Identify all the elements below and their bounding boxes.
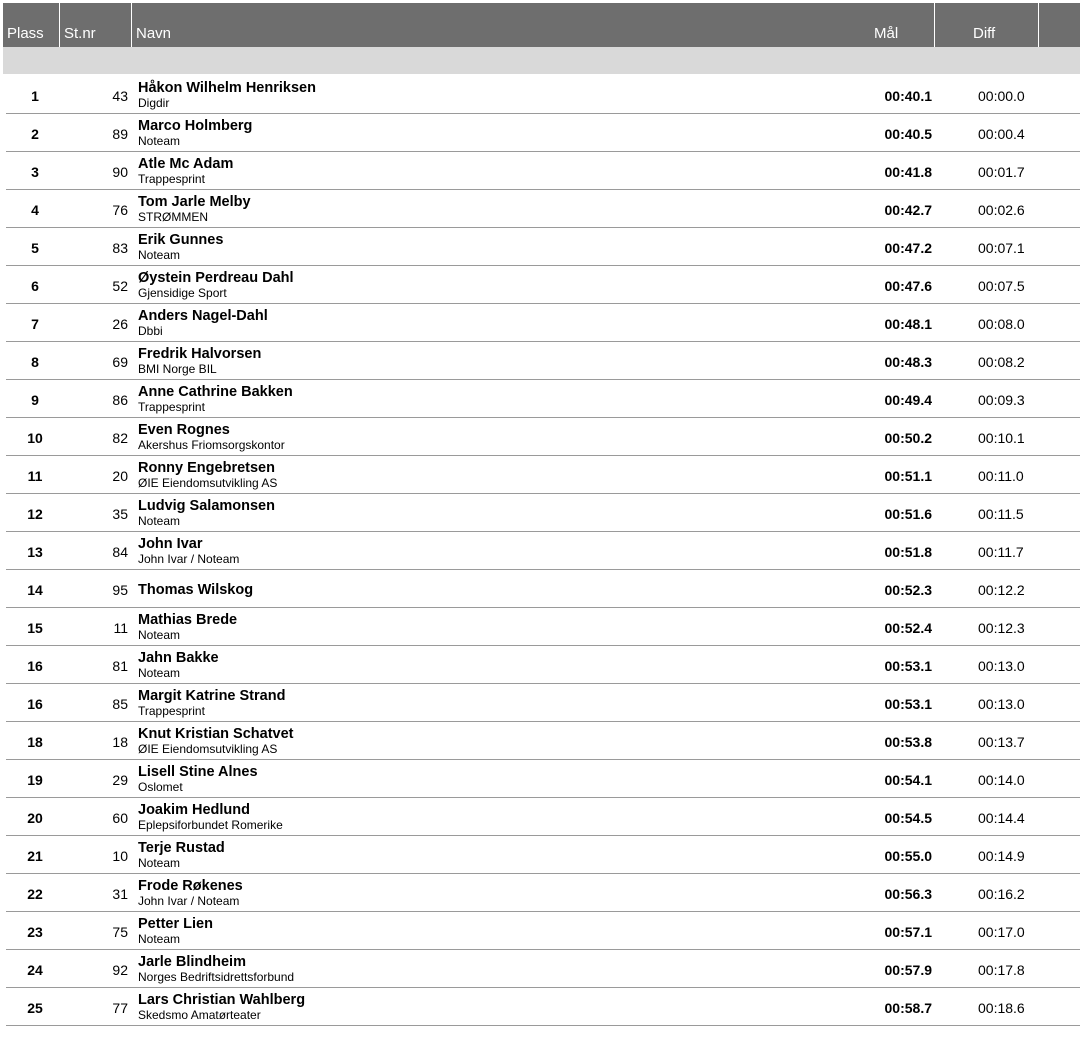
table-row <box>6 152 1080 190</box>
table-row <box>6 228 1080 266</box>
place-cell: 3 <box>31 164 39 180</box>
finish-time-cell: 00:47.2 <box>884 240 932 256</box>
athlete-club: John Ivar / Noteam <box>138 894 240 908</box>
start-number-cell: 18 <box>112 734 128 750</box>
athlete-name: Thomas Wilskog <box>138 582 254 598</box>
time-diff-cell: 00:08.0 <box>978 316 1025 332</box>
time-diff-cell: 00:00.4 <box>978 126 1025 142</box>
finish-time-cell: 00:40.5 <box>884 126 932 142</box>
table-row <box>6 950 1080 988</box>
place-cell: 14 <box>27 582 43 598</box>
place-cell: 2 <box>31 126 39 142</box>
finish-time-cell: 00:51.1 <box>884 468 932 484</box>
table-subheader-band <box>3 47 1080 74</box>
time-diff-cell: 00:12.3 <box>978 620 1025 636</box>
time-diff-cell: 00:17.0 <box>978 924 1025 940</box>
athlete-club: John Ivar / Noteam <box>138 552 240 566</box>
finish-time-cell: 00:53.1 <box>884 696 932 712</box>
athlete-name: Tom Jarle Melby <box>138 194 251 210</box>
start-number-cell: 10 <box>112 848 128 864</box>
table-row <box>6 532 1080 570</box>
time-diff-cell: 00:16.2 <box>978 886 1025 902</box>
table-row <box>6 798 1080 836</box>
table-row <box>6 646 1080 684</box>
start-number-cell: 77 <box>112 1000 128 1016</box>
finish-time-cell: 00:41.8 <box>884 164 932 180</box>
athlete-club: Dbbi <box>138 324 163 338</box>
athlete-club: Trappesprint <box>138 704 205 718</box>
column-header-maal: Mål <box>870 3 935 47</box>
finish-time-cell: 00:58.7 <box>884 1000 932 1016</box>
place-cell: 11 <box>27 468 43 484</box>
athlete-club: Noteam <box>138 666 181 680</box>
place-cell: 16 <box>27 696 43 712</box>
athlete-name: Joakim Hedlund <box>138 802 250 818</box>
finish-time-cell: 00:52.4 <box>884 620 932 636</box>
table-row <box>6 684 1080 722</box>
table-row <box>6 266 1080 304</box>
athlete-name: Marco Holmberg <box>138 118 253 134</box>
finish-time-cell: 00:53.8 <box>884 734 932 750</box>
athlete-name: Anne Cathrine Bakken <box>138 384 293 400</box>
athlete-club: Digdir <box>138 96 170 110</box>
finish-time-cell: 00:40.1 <box>884 88 932 104</box>
start-number-cell: 95 <box>112 582 128 598</box>
table-row <box>6 494 1080 532</box>
time-diff-cell: 00:11.7 <box>978 544 1024 560</box>
start-number-cell: 20 <box>112 468 128 484</box>
start-number-cell: 90 <box>112 164 128 180</box>
place-cell: 12 <box>27 506 43 522</box>
athlete-name: Øystein Perdreau Dahl <box>138 270 294 286</box>
start-number-cell: 82 <box>112 430 128 446</box>
athlete-club: Gjensidige Sport <box>138 286 227 300</box>
start-number-cell: 84 <box>112 544 128 560</box>
place-cell: 13 <box>27 544 43 560</box>
place-cell: 20 <box>27 810 43 826</box>
finish-time-cell: 00:52.3 <box>884 582 932 598</box>
finish-time-cell: 00:54.5 <box>884 810 932 826</box>
finish-time-cell: 00:42.7 <box>884 202 932 218</box>
place-cell: 21 <box>27 848 43 864</box>
table-row <box>6 912 1080 950</box>
finish-time-cell: 00:56.3 <box>884 886 932 902</box>
column-header-diff: Diff <box>935 3 1039 47</box>
athlete-club: Oslomet <box>138 780 183 794</box>
table-row <box>6 190 1080 228</box>
place-cell: 19 <box>27 772 43 788</box>
place-cell: 4 <box>31 202 39 218</box>
athlete-name: Atle Mc Adam <box>138 156 234 172</box>
start-number-cell: 75 <box>112 924 128 940</box>
athlete-name: John Ivar <box>138 536 203 552</box>
time-diff-cell: 00:14.0 <box>978 772 1025 788</box>
results-table-header <box>3 3 1080 47</box>
place-cell: 1 <box>31 88 39 104</box>
place-cell: 22 <box>27 886 43 902</box>
athlete-name: Even Rognes <box>138 422 230 438</box>
athlete-club: Noteam <box>138 248 181 262</box>
athlete-name: Frode Røkenes <box>138 878 243 894</box>
time-diff-cell: 00:10.1 <box>978 430 1025 446</box>
start-number-cell: 85 <box>112 696 128 712</box>
athlete-name: Petter Lien <box>138 916 213 932</box>
place-cell: 6 <box>31 278 39 294</box>
athlete-club: Noteam <box>138 932 181 946</box>
athlete-club: ØIE Eiendomsutvikling AS <box>138 742 278 756</box>
place-cell: 15 <box>27 620 43 636</box>
table-row <box>6 836 1080 874</box>
start-number-cell: 35 <box>112 506 128 522</box>
table-row <box>6 874 1080 912</box>
time-diff-cell: 00:13.0 <box>978 696 1025 712</box>
athlete-club: STRØMMEN <box>138 210 208 224</box>
table-row <box>6 988 1080 1026</box>
start-number-cell: 89 <box>112 126 128 142</box>
place-cell: 24 <box>27 962 43 978</box>
place-cell: 25 <box>27 1000 43 1016</box>
finish-time-cell: 00:55.0 <box>884 848 932 864</box>
time-diff-cell: 00:12.2 <box>978 582 1025 598</box>
athlete-name: Anders Nagel-Dahl <box>138 308 268 324</box>
start-number-cell: 83 <box>112 240 128 256</box>
athlete-club: Noteam <box>138 628 181 642</box>
column-header-stnr: St.nr <box>60 3 132 47</box>
finish-time-cell: 00:57.1 <box>884 924 932 940</box>
start-number-cell: 86 <box>112 392 128 408</box>
athlete-club: Noteam <box>138 514 181 528</box>
time-diff-cell: 00:09.3 <box>978 392 1025 408</box>
place-cell: 9 <box>31 392 39 408</box>
finish-time-cell: 00:48.1 <box>884 316 932 332</box>
table-row <box>6 114 1080 152</box>
table-row <box>6 570 1080 608</box>
table-row <box>6 76 1080 114</box>
time-diff-cell: 00:13.0 <box>978 658 1025 674</box>
start-number-cell: 29 <box>112 772 128 788</box>
table-row <box>6 608 1080 646</box>
finish-time-cell: 00:54.1 <box>884 772 932 788</box>
athlete-name: Erik Gunnes <box>138 232 224 248</box>
start-number-cell: 52 <box>112 278 128 294</box>
time-diff-cell: 00:13.7 <box>978 734 1025 750</box>
finish-time-cell: 00:57.9 <box>884 962 932 978</box>
place-cell: 23 <box>27 924 43 940</box>
athlete-club: Norges Bedriftsidrettsforbund <box>138 970 295 984</box>
start-number-cell: 11 <box>113 620 128 636</box>
table-row <box>6 760 1080 798</box>
athlete-name: Lisell Stine Alnes <box>138 764 258 780</box>
results-list <box>3 76 1080 1026</box>
table-row <box>6 380 1080 418</box>
start-number-cell: 43 <box>112 88 128 104</box>
athlete-name: Margit Katrine Strand <box>138 688 286 704</box>
athlete-name: Mathias Brede <box>138 612 238 628</box>
column-header-plass: Plass <box>3 3 60 47</box>
finish-time-cell: 00:51.8 <box>884 544 932 560</box>
finish-time-cell: 00:48.3 <box>884 354 932 370</box>
time-diff-cell: 00:11.5 <box>978 506 1024 522</box>
place-cell: 10 <box>27 430 43 446</box>
time-diff-cell: 00:17.8 <box>978 962 1025 978</box>
start-number-cell: 31 <box>112 886 128 902</box>
time-diff-cell: 00:07.1 <box>978 240 1025 256</box>
start-number-cell: 69 <box>112 354 128 370</box>
athlete-name: Håkon Wilhelm Henriksen <box>138 80 316 96</box>
time-diff-cell: 00:01.7 <box>978 164 1025 180</box>
athlete-club: Trappesprint <box>138 172 205 186</box>
place-cell: 5 <box>31 240 39 256</box>
table-row <box>6 722 1080 760</box>
athlete-name: Jarle Blindheim <box>138 954 246 970</box>
column-header-navn: Navn <box>136 25 172 42</box>
start-number-cell: 76 <box>112 202 128 218</box>
time-diff-cell: 00:14.9 <box>978 848 1025 864</box>
athlete-club: Skedsmo Amatørteater <box>138 1008 261 1022</box>
table-row <box>6 342 1080 380</box>
athlete-club: Trappesprint <box>138 400 205 414</box>
athlete-name: Fredrik Halvorsen <box>138 346 262 362</box>
place-cell: 8 <box>31 354 39 370</box>
time-diff-cell: 00:14.4 <box>978 810 1025 826</box>
finish-time-cell: 00:53.1 <box>884 658 932 674</box>
time-diff-cell: 00:07.5 <box>978 278 1025 294</box>
finish-time-cell: 00:49.4 <box>884 392 932 408</box>
place-cell: 7 <box>31 316 39 332</box>
time-diff-cell: 00:08.2 <box>978 354 1025 370</box>
athlete-name: Terje Rustad <box>138 840 225 856</box>
athlete-club: ØIE Eiendomsutvikling AS <box>138 476 278 490</box>
table-row <box>6 304 1080 342</box>
finish-time-cell: 00:47.6 <box>884 278 932 294</box>
athlete-club: Noteam <box>138 134 181 148</box>
start-number-cell: 26 <box>112 316 128 332</box>
athlete-name: Lars Christian Wahlberg <box>138 992 306 1008</box>
table-row <box>6 456 1080 494</box>
table-row <box>6 418 1080 456</box>
start-number-cell: 92 <box>112 962 128 978</box>
athlete-name: Jahn Bakke <box>138 650 219 666</box>
finish-time-cell: 00:50.2 <box>884 430 932 446</box>
time-diff-cell: 00:18.6 <box>978 1000 1025 1016</box>
place-cell: 16 <box>27 658 43 674</box>
time-diff-cell: 00:00.0 <box>978 88 1025 104</box>
finish-time-cell: 00:51.6 <box>884 506 932 522</box>
athlete-club: Akershus Friomsorgskontor <box>138 438 285 452</box>
athlete-club: Noteam <box>138 856 181 870</box>
athlete-name: Ludvig Salamonsen <box>138 498 275 514</box>
start-number-cell: 81 <box>112 658 128 674</box>
athlete-name: Knut Kristian Schatvet <box>138 726 294 742</box>
place-cell: 18 <box>27 734 43 750</box>
athlete-club: BMI Norge BIL <box>138 362 217 376</box>
athlete-name: Ronny Engebretsen <box>138 460 275 476</box>
time-diff-cell: 00:02.6 <box>978 202 1025 218</box>
time-diff-cell: 00:11.0 <box>978 468 1024 484</box>
start-number-cell: 60 <box>112 810 128 826</box>
athlete-club: Eplepsiforbundet Romerike <box>138 818 283 832</box>
